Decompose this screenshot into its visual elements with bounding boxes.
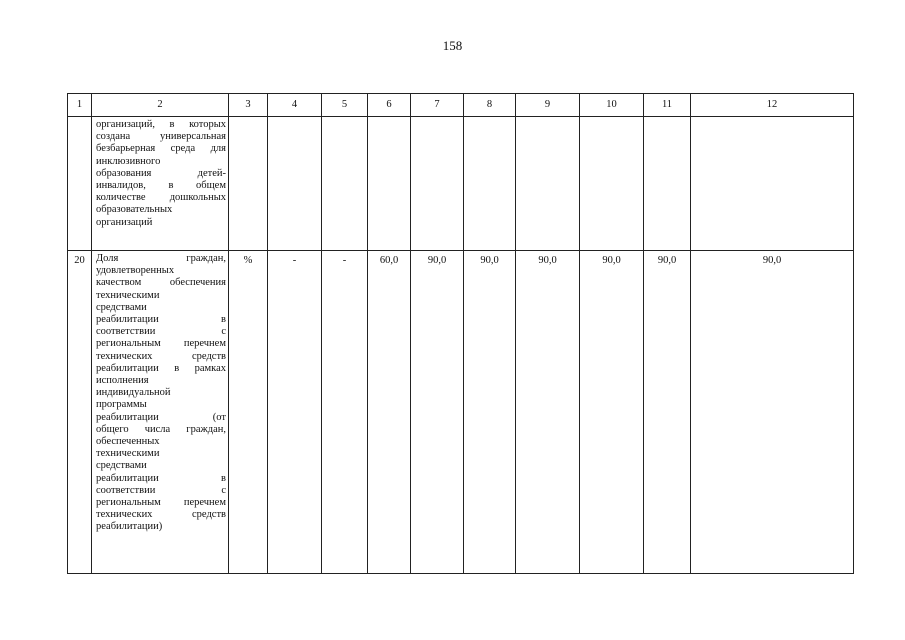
table-header-row (68, 94, 854, 117)
value-cell: 90,0 (516, 251, 580, 574)
table-cell (268, 117, 322, 251)
header-cell: 3 (229, 94, 268, 117)
table-cell (516, 117, 580, 251)
value-cell: 90,0 (464, 251, 516, 574)
table-row (68, 251, 854, 574)
page-number: 158 (442, 38, 463, 53)
value-cell: - (322, 251, 368, 574)
value-cell: 60,0 (368, 251, 411, 574)
description-line: средствами (96, 301, 147, 313)
description-line: программы (96, 399, 147, 411)
table-cell (580, 117, 644, 251)
table-cell (644, 117, 691, 251)
description-line: технических средств (96, 509, 226, 521)
value-cell: 90,0 (691, 251, 854, 574)
table-row (68, 117, 854, 251)
header-cell: 8 (464, 94, 516, 117)
description-line: обеспеченных (96, 436, 160, 448)
description-line: организаций (96, 216, 153, 228)
header-cell: 11 (644, 94, 691, 117)
description-line: безбарьерная среда для (96, 143, 226, 155)
header-cell: 10 (580, 94, 644, 117)
description-line: образования детей- (96, 167, 226, 179)
indicator-table (67, 93, 854, 574)
description-line: количестве дошкольных (96, 192, 226, 204)
table-cell (229, 117, 268, 251)
header-cell: 5 (322, 94, 368, 117)
header-cell: 1 (68, 94, 92, 117)
table-cell (691, 117, 854, 251)
value-cell: 90,0 (411, 251, 464, 574)
description-line: реабилитации (от (96, 411, 226, 423)
description-line: техническими (96, 448, 160, 460)
table-cell (411, 117, 464, 251)
table-cell (464, 117, 516, 251)
row-number-cell (68, 117, 92, 251)
description-line: реабилитации в рамках (96, 362, 226, 374)
description-line: реабилитации в (96, 472, 226, 484)
header-cell: 4 (268, 94, 322, 117)
description-line: региональным перечнем (96, 497, 226, 509)
indicator-description (92, 117, 229, 251)
description-line: реабилитации) (96, 521, 163, 533)
description-line: образовательных (96, 204, 173, 216)
table-cell (368, 117, 411, 251)
description-line: Доля граждан, (96, 253, 226, 264)
description-line: создана универсальная (96, 131, 226, 143)
description-line: региональным перечнем (96, 338, 226, 350)
description-line: техническими (96, 289, 160, 301)
description-line: технических средств (96, 350, 226, 362)
description-line: общего числа граждан, (96, 423, 226, 435)
description-line: удовлетворенных (96, 265, 175, 277)
description-line: исполнения (96, 375, 149, 387)
description-line: средствами (96, 460, 147, 472)
indicator-description (92, 251, 229, 574)
header-cell: 9 (516, 94, 580, 117)
description-line: реабилитации в (96, 314, 226, 326)
header-cell: 7 (411, 94, 464, 117)
description-line: качеством обеспечения (96, 277, 226, 289)
value-cell: - (268, 251, 322, 574)
description-line: соответствии с (96, 326, 226, 338)
unit-cell: % (229, 251, 268, 574)
table-cell (322, 117, 368, 251)
description-line: соответствии с (96, 484, 226, 496)
description-line: инвалидов, в общем (96, 180, 226, 192)
description-line: индивидуальной (96, 387, 171, 399)
row-number-cell: 20 (68, 251, 92, 574)
description-line: инклюзивного (96, 155, 161, 167)
value-cell: 90,0 (644, 251, 691, 574)
description-line: организаций, в которых (96, 119, 226, 130)
value-cell: 90,0 (580, 251, 644, 574)
header-cell: 2 (92, 94, 229, 117)
header-cell: 12 (691, 94, 854, 117)
header-cell: 6 (368, 94, 411, 117)
